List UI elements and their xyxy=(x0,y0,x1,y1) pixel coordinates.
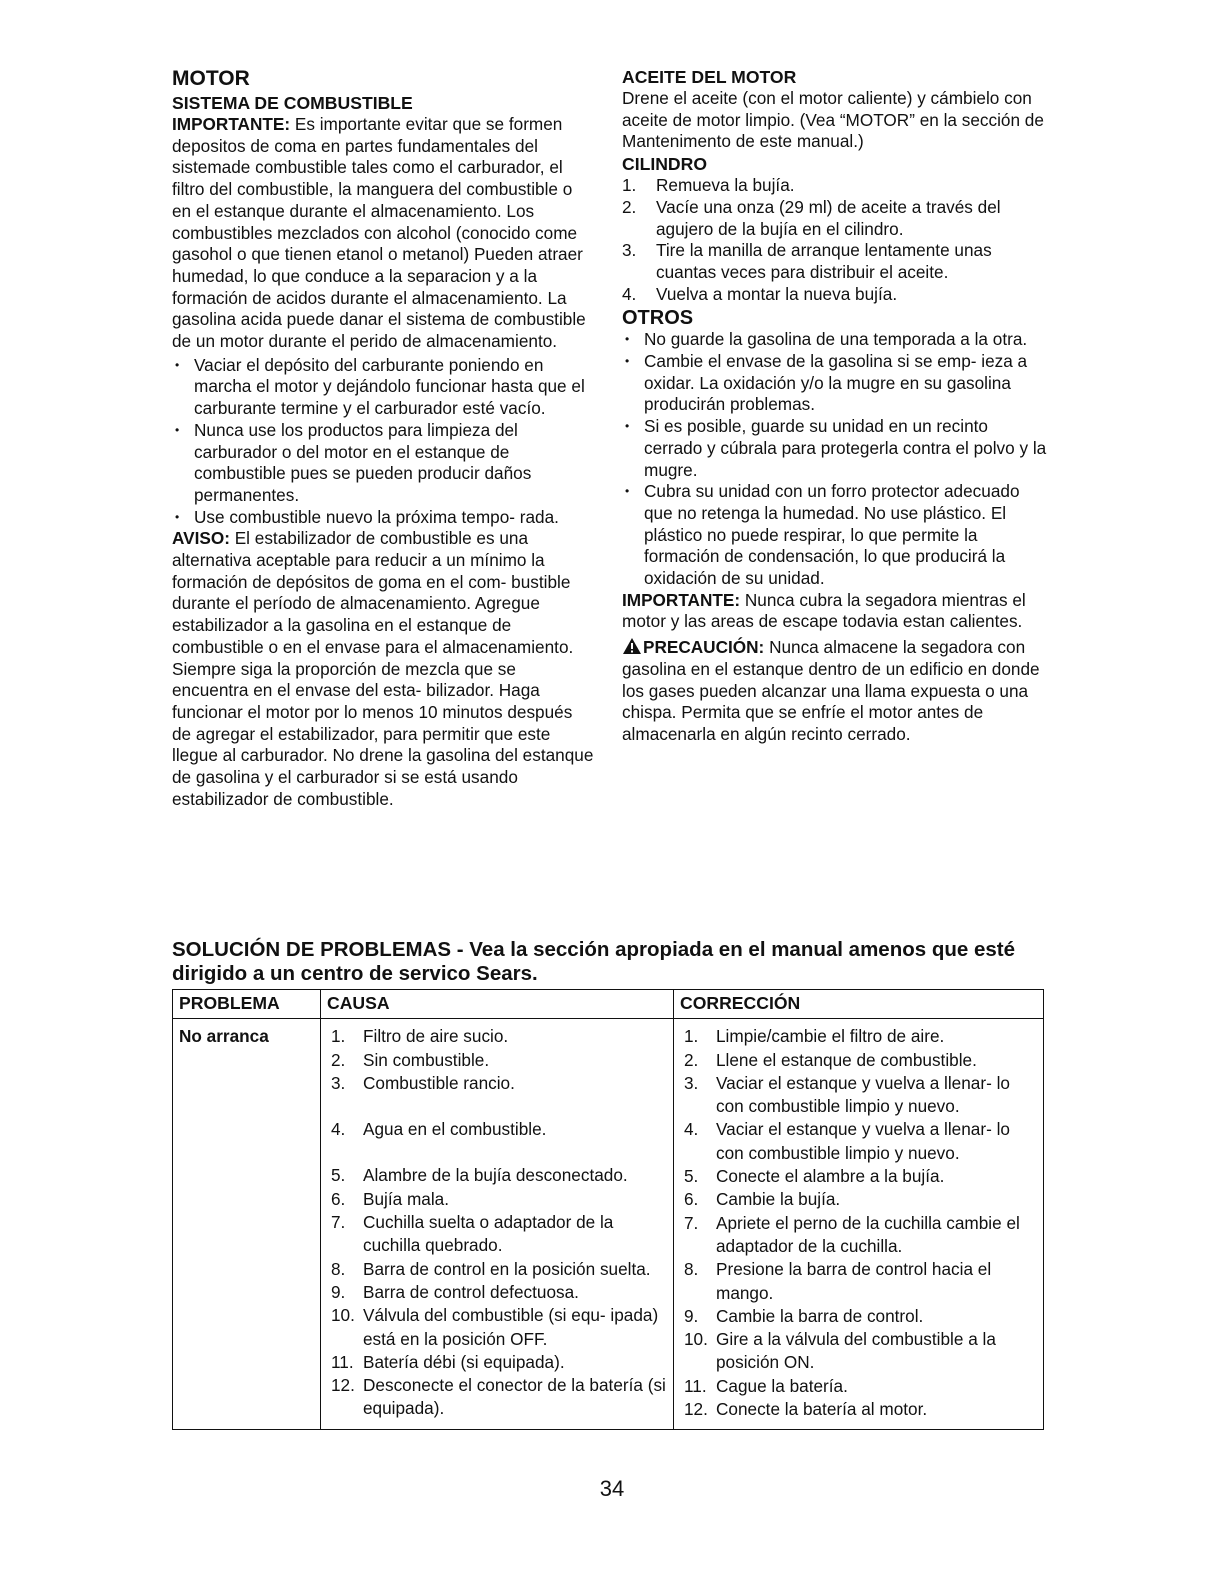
item-text: Desconecte el conector de la batería (si equipada). xyxy=(363,1375,666,1419)
item-text: Filtro de aire sucio. xyxy=(363,1026,509,1047)
item-text: Vaciar el estanque y vuelva a llenar- lo con combustible limpio y nuevo. xyxy=(716,1119,1010,1163)
engine-oil-heading: ACEITE DEL MOTOR xyxy=(622,67,797,87)
list-item xyxy=(680,1258,1037,1305)
troubleshooting-heading: SOLUCIÓN DE PROBLEMAS - Vea la sección apropiada en el manual amenos que esté dirigido a un centro de servico Sears. xyxy=(172,938,1016,985)
cause-list xyxy=(327,1025,667,1420)
item-number: 7. xyxy=(684,1212,699,1233)
list-item xyxy=(327,1188,667,1211)
item-number: 10. xyxy=(331,1305,355,1326)
list-item xyxy=(680,1072,1037,1119)
list-item xyxy=(680,1398,1037,1421)
aviso-paragraph xyxy=(172,528,596,810)
item-number: 7. xyxy=(331,1212,346,1233)
list-item xyxy=(327,1281,667,1304)
column-header-problema: PROBLEMA xyxy=(173,990,321,1019)
item-number: 2. xyxy=(684,1049,699,1070)
right-column xyxy=(622,66,1048,746)
item-number: 4. xyxy=(684,1119,699,1140)
list-item xyxy=(680,1328,1037,1375)
list-item xyxy=(622,240,1048,283)
item-text: Cague la batería. xyxy=(716,1375,848,1396)
item-text: Bujía mala. xyxy=(363,1188,449,1209)
item-number: 10. xyxy=(684,1329,708,1350)
item-number: 11. xyxy=(331,1351,354,1372)
correction-cell xyxy=(674,1019,1044,1430)
list-item xyxy=(327,1351,667,1374)
list-item xyxy=(327,1211,667,1258)
list-item: • Vaciar el depósito del carburante poniendo en marcha el motor y dejándolo funcionar hasta que el carburante termine y el carburador esté vacío. xyxy=(172,355,596,420)
item-text: Cuchilla suelta o adaptador de la cuchilla quebrado. xyxy=(363,1212,614,1256)
item-number: 3. xyxy=(684,1072,699,1093)
list-item xyxy=(327,1049,667,1072)
importante-paragraph-right xyxy=(622,590,1048,633)
item-text: Sin combustible. xyxy=(363,1049,490,1070)
list-item xyxy=(622,175,1048,197)
list-item xyxy=(327,1304,667,1351)
fuel-system-heading: SISTEMA DE COMBUSTIBLE xyxy=(172,93,413,113)
importante-label: IMPORTANTE: xyxy=(622,589,741,610)
item-text: Vaciar el estanque y vuelva a llenar- lo con combustible limpio y nuevo. xyxy=(716,1072,1010,1117)
item-number: 4. xyxy=(331,1119,346,1140)
item-text: Llene el estanque de combustible. xyxy=(716,1049,977,1070)
list-item: • Use combustible nuevo la próxima tempo- rada. xyxy=(172,507,596,529)
correction-list xyxy=(680,1025,1037,1421)
list-item xyxy=(680,1165,1037,1188)
table-row xyxy=(173,1019,1044,1430)
list-item xyxy=(327,1025,667,1048)
left-column xyxy=(172,66,596,811)
cause-cell xyxy=(321,1019,674,1430)
list-item: • Nunca use los productos para limpieza del carburador o del motor en el estanque de combustible pues se pueden producir daños permanentes. xyxy=(172,420,596,507)
item-text: Cambie la barra de control. xyxy=(716,1305,924,1326)
list-item xyxy=(327,1258,667,1281)
precaucion-label: PRECAUCIÓN: xyxy=(643,637,765,658)
item-number: 5. xyxy=(331,1165,346,1186)
list-item xyxy=(680,1118,1037,1165)
step-number: 1. xyxy=(622,175,637,196)
engine-oil-text: Drene el aceite (con el motor caliente) y cámbielo con aceite de motor limpio. (Vea “MOTOR” en la sección de Mantenimento de este manual.) xyxy=(622,88,1044,152)
item-text: Válvula del combustible (si equ- ipada) está en la posición OFF. xyxy=(363,1305,659,1349)
importante-text: Nunca cubra la segadora mientras el motor y las areas de escape todavia estan calientes. xyxy=(622,589,1026,632)
cylinder-heading: CILINDRO xyxy=(622,154,708,175)
importante-text: Es importante evitar que se formen depositos de coma en partes fundamentales del sistemade combustible tales como el carburador, el filtro del combustible, la manguera del combustible o en el estanque durante el almacenamiento. Los combustibles mezclados con alcohol (conocido come gasohol o que tienen etanol o metanol) Pueden atraer humedad, lo que conduce a la separacion y a la formación de acidos durante el almacenamiento. La gasolina acida puede danar el sistema de combustible de un motor durante el perido de almacenamiento. xyxy=(172,114,586,352)
step-number: 4. xyxy=(622,283,637,304)
item-number: 6. xyxy=(331,1188,346,1209)
cylinder-steps xyxy=(622,175,1048,305)
item-text: Alambre de la bujía desconectado. xyxy=(363,1165,628,1186)
motor-heading: MOTOR xyxy=(172,67,250,90)
aviso-text: El estabilizador de combustible es una alternativa aceptable para reducir a un mínimo la formación de depósitos de goma en el com- bustible durante el período de almacenamiento. Agregue estabilizador a la gasolina en el estanque de combustible o en el envase para el almacenamiento. Siempre siga la proporción de mezcla que se encuentra en el envase del esta- bilizador. Haga funcionar el motor por lo menos 10 minutos después de agregar el estabilizador, para permitir que este llegue al carburador. No drene la gasolina del estanque de gasolina y el carburador si se está usando estabilizador de combustible. xyxy=(172,528,594,809)
step-number: 3. xyxy=(622,240,637,261)
item-number: 9. xyxy=(331,1281,346,1302)
fuel-bullet-list xyxy=(172,355,596,529)
page-number: 34 xyxy=(599,1476,625,1501)
item-number: 6. xyxy=(684,1189,699,1210)
step-text: Remueva la bujía. xyxy=(656,175,795,196)
list-item: • Cubra su unidad con un forro protector adecuado que no retenga la humedad. No use plástico. El plástico no puede respirar, lo que permite la formación de condensación, lo que producirá la oxidación de su unidad. xyxy=(622,481,1048,590)
list-item xyxy=(680,1025,1037,1048)
list-item xyxy=(680,1049,1037,1072)
list-item xyxy=(327,1118,667,1164)
item-text: Conecte el alambre a la bujía. xyxy=(716,1166,945,1187)
item-number: 12. xyxy=(331,1375,355,1396)
list-item xyxy=(327,1374,667,1421)
step-text: Tire la manilla de arranque lentamente unas cuantas veces para distribuir el aceite. xyxy=(656,240,992,282)
list-item xyxy=(680,1375,1037,1398)
list-item: • No guarde la gasolina de una temporada a la otra. xyxy=(622,329,1048,351)
item-text: Conecte la batería al motor. xyxy=(716,1399,928,1420)
item-number: 11. xyxy=(684,1375,707,1396)
step-number: 2. xyxy=(622,196,637,217)
list-item xyxy=(622,197,1048,240)
item-number: 5. xyxy=(684,1166,699,1187)
item-number: 2. xyxy=(331,1049,346,1070)
list-item xyxy=(680,1212,1037,1259)
table-header-row xyxy=(173,990,1044,1019)
list-item xyxy=(327,1072,667,1118)
step-text: Vuelva a montar la nueva bujía. xyxy=(656,283,898,304)
list-item: • Si es posible, guarde su unidad en un recinto cerrado y cúbrala para protegerla contra el polvo y la mugre. xyxy=(622,416,1048,481)
warning-triangle-icon xyxy=(622,637,642,655)
otros-heading: OTROS xyxy=(622,307,694,330)
item-number: 8. xyxy=(684,1259,699,1280)
column-header-causa: CAUSA xyxy=(321,990,674,1019)
item-text: Gire a la válvula del combustible a la posición ON. xyxy=(716,1329,996,1373)
item-number: 8. xyxy=(331,1258,346,1279)
item-number: 3. xyxy=(331,1072,346,1093)
importante-label: IMPORTANTE: xyxy=(172,114,291,134)
item-text: Batería débi (si equipada). xyxy=(363,1351,565,1372)
precaucion-text: Nunca almacene la segadora con gasolina en el estanque dentro de un edificio en donde los gases pueden alcanzar una llama expuesta o una chispa. Permita que se enfríe el motor antes de almacenarla en algún recinto cerrado. xyxy=(622,637,1040,744)
list-item xyxy=(680,1305,1037,1328)
item-text: Combustible rancio. xyxy=(363,1072,515,1093)
item-text: Presione la barra de control hacia el mango. xyxy=(716,1259,992,1303)
troubleshooting-table xyxy=(172,989,1044,1430)
column-header-correccion: CORRECCIÓN xyxy=(674,990,1044,1019)
list-item xyxy=(622,284,1048,306)
item-number: 12. xyxy=(684,1399,708,1420)
step-text: Vacíe una onza (29 ml) de aceite a través del agujero de la bujía en el cilindro. xyxy=(656,196,1001,239)
item-text: Barra de control en la posición suelta. xyxy=(363,1258,651,1279)
otros-bullet-list xyxy=(622,329,1048,589)
precaucion-paragraph xyxy=(622,637,1048,746)
aviso-label: AVISO: xyxy=(172,528,230,549)
item-text: Barra de control defectuosa. xyxy=(363,1281,579,1302)
list-item xyxy=(327,1164,667,1187)
list-item: • Cambie el envase de la gasolina si se emp- ieza a oxidar. La oxidación y/o la mugre en su gasolina producirán problemas. xyxy=(622,351,1048,416)
item-text: Limpie/cambie el filtro de aire. xyxy=(716,1026,945,1047)
item-number: 1. xyxy=(331,1026,346,1047)
item-text: Agua en el combustible. xyxy=(363,1119,547,1140)
item-text: Cambie la bujía. xyxy=(716,1189,841,1210)
item-number: 9. xyxy=(684,1305,699,1326)
item-number: 1. xyxy=(684,1026,699,1047)
problem-cell: No arranca xyxy=(173,1019,321,1430)
list-item xyxy=(680,1188,1037,1211)
importante-paragraph xyxy=(172,114,596,353)
item-text: Apriete el perno de la cuchilla cambie el adaptador de la cuchilla. xyxy=(716,1212,1020,1256)
